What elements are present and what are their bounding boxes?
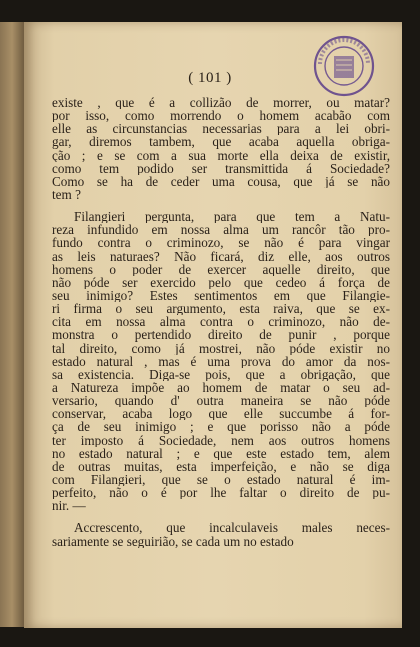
page-number: ( 101 ) bbox=[188, 70, 232, 86]
paragraph bbox=[52, 96, 390, 201]
text-line: ção ; e se com a sua morte ella deixa de existir, bbox=[52, 148, 390, 162]
body-text bbox=[52, 96, 390, 548]
text-line: conservar, acaba logo que elle succumbe á for- bbox=[52, 407, 390, 421]
text-line: reza infundido em nossa alma um rancôr tão pro- bbox=[52, 223, 390, 237]
paragraph bbox=[52, 210, 390, 512]
text-line: sa existencia. Diga-se pois, que a obrigação, que bbox=[52, 367, 390, 381]
text-line: perfeito, não o é por lhe faltar o direito de pu- bbox=[52, 486, 390, 500]
facing-page-edge bbox=[0, 22, 24, 627]
text-line: sariamente se seguirião, se cada um no estado bbox=[52, 534, 294, 548]
text-line: estado natural , mas é uma prova do amor da nos- bbox=[52, 354, 390, 368]
text-line: ri firma o seu argumento, esta raiva, que se ex- bbox=[52, 302, 390, 316]
text-line: tal direito, como já mostrei, não póde existir no bbox=[52, 341, 390, 355]
text-line: seu inimigo? Estes sentimentos em que Filangie- bbox=[52, 288, 390, 303]
text-line: elle as circunstancias necessarias para a lei obri- bbox=[52, 122, 390, 136]
text-line: Filangieri pergunta, para que tem a Natu- bbox=[74, 210, 390, 224]
text-line: com Filangieri, que se o estado natural é im- bbox=[52, 472, 390, 487]
text-line: gar, diremos tambem, que acaba aquella obriga- bbox=[52, 135, 390, 149]
library-stamp bbox=[312, 34, 376, 98]
text-line: a Natureza impõe ao homem de matar o seu ad- bbox=[52, 380, 390, 395]
text-line: de outras muitas, esta imperfeição, e não se diga bbox=[52, 459, 390, 473]
text-line: no estado natural ; e que este estado tem, alem bbox=[52, 446, 390, 460]
paragraph bbox=[52, 521, 390, 547]
text-line: nir. — bbox=[52, 499, 86, 513]
text-line: monstra o pertendido direito de punir , porque bbox=[52, 328, 390, 342]
text-line: fundo contra o criminozo, se não é para vingar bbox=[52, 236, 390, 250]
text-line: as leis naturaes? Não ficará, diz elle, aos outros bbox=[52, 249, 390, 263]
text-line: tem ? bbox=[52, 187, 81, 202]
text-line: por isso, como morrendo o homem acabão com bbox=[52, 109, 390, 123]
text-line: não póde ser exercido pelo que cedeo á força de bbox=[52, 275, 390, 289]
text-line: homens o poder de exercer aquelle direito, que bbox=[52, 262, 390, 276]
text-line: ça de seu inimigo ; e que porisso não a póde bbox=[52, 420, 390, 434]
text-line: Como se ha de ceder uma cousa, que já se não bbox=[52, 174, 390, 188]
text-line: versario, quando d' outra maneira se não póde bbox=[52, 394, 390, 408]
text-line: cita em nossa alma contra o criminozo, não de- bbox=[52, 315, 390, 329]
text-line: ter imposto á Sociedade, nem aos outros homens bbox=[52, 433, 390, 447]
text-line: como tem podido ser transmittida á Sociedade? bbox=[52, 161, 390, 175]
text-line: Accrescento, que incalculaveis males neces- bbox=[74, 521, 390, 535]
text-line: existe , que é a collizão de morrer, ou matar? bbox=[52, 96, 390, 110]
